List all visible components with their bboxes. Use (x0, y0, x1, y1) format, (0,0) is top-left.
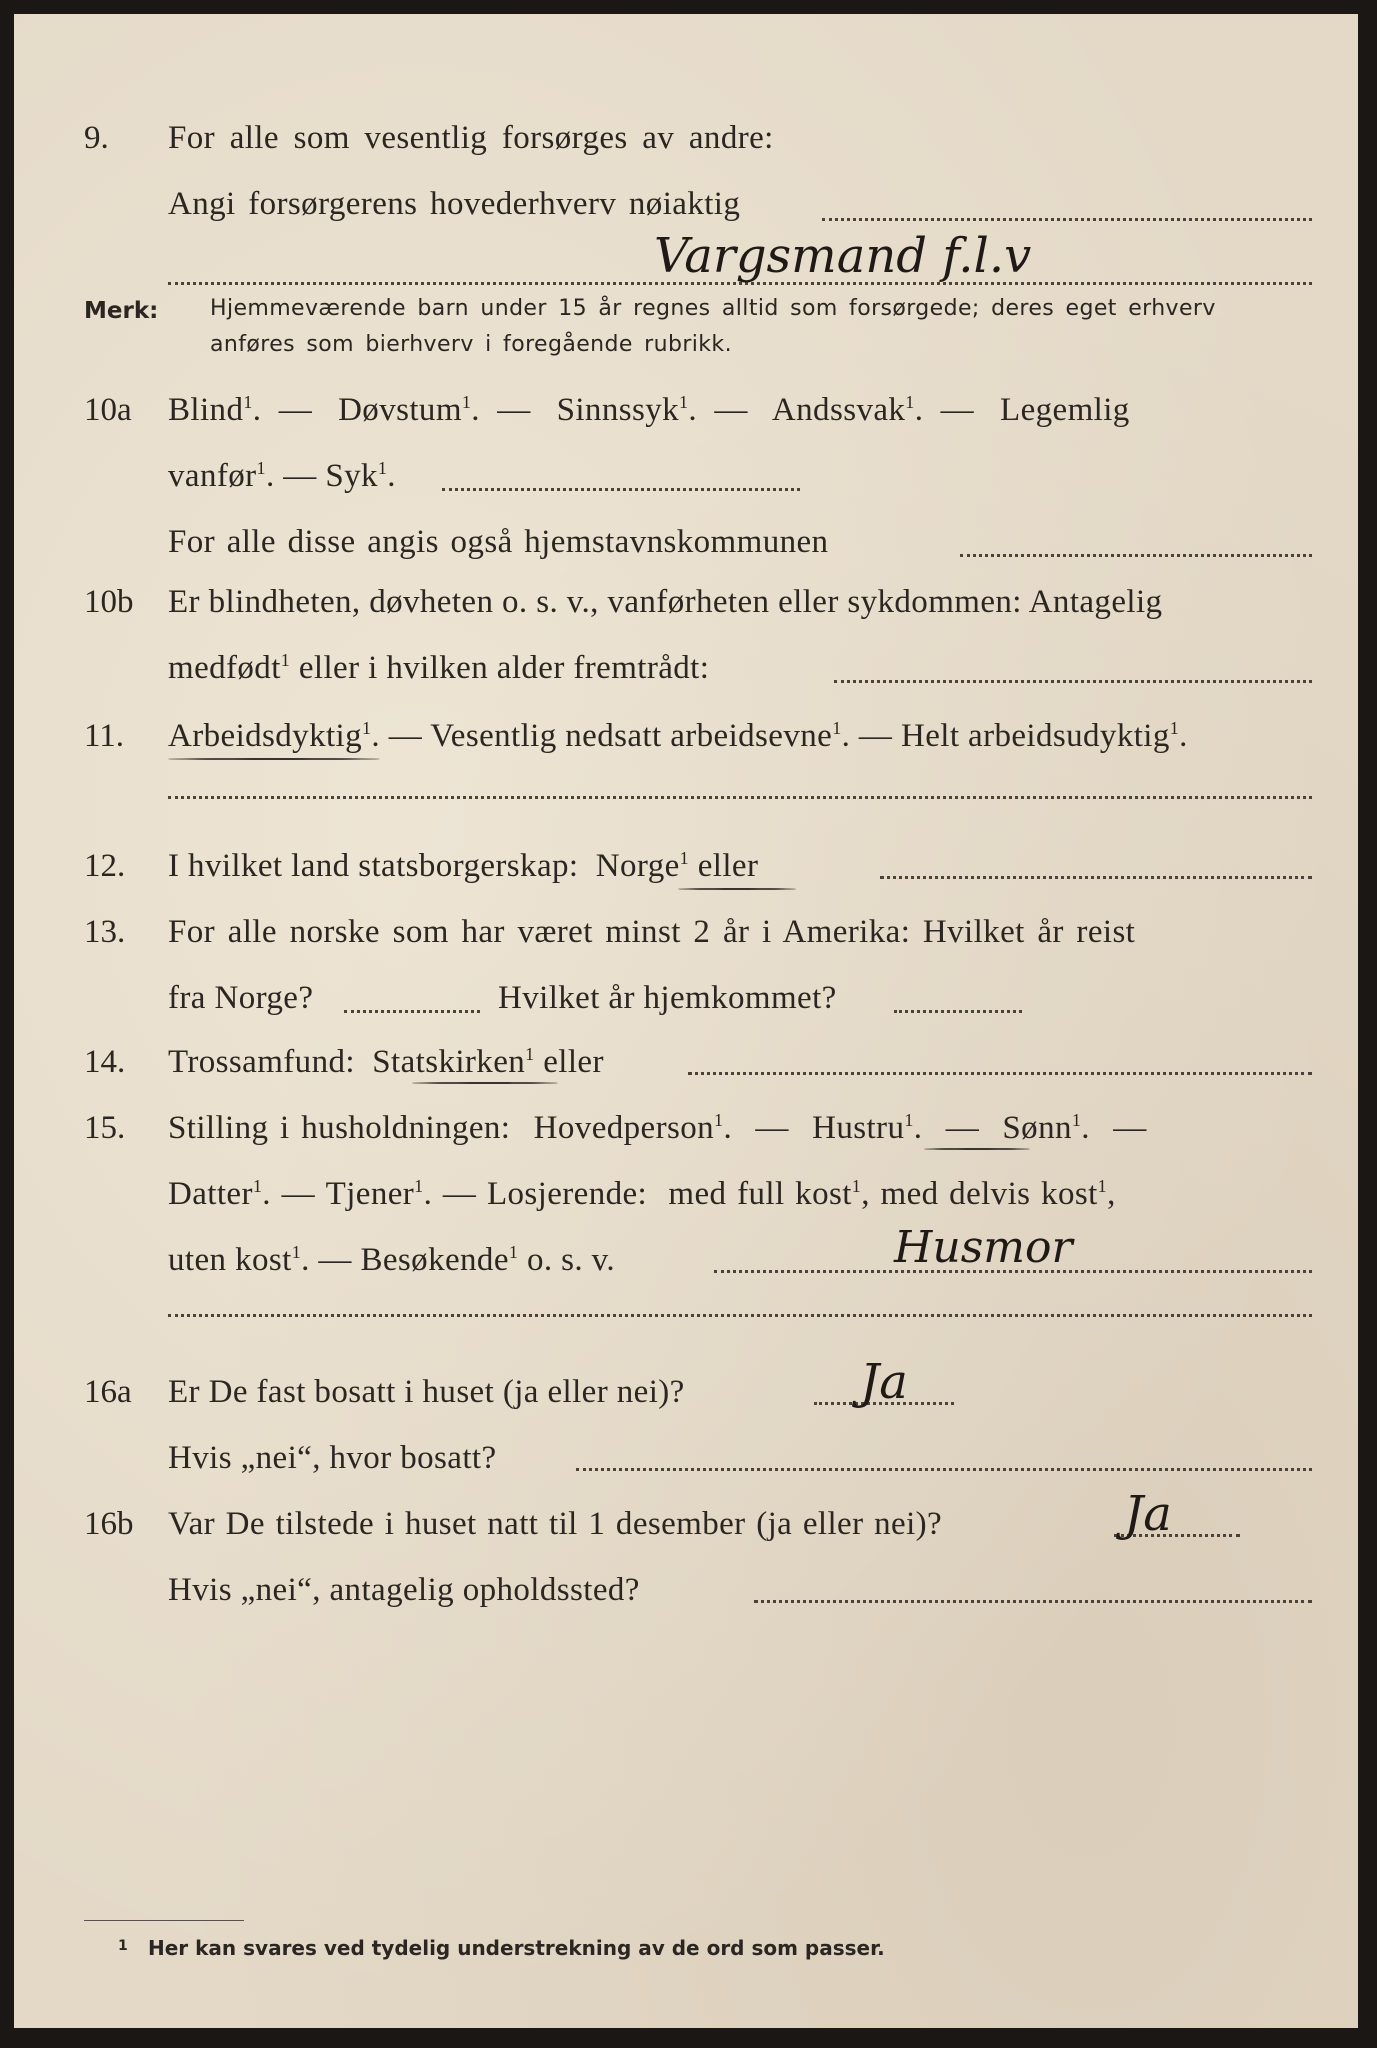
q10b-dots (834, 680, 1312, 683)
q10a-number: 10a (84, 392, 132, 428)
q13-dots-a (344, 1010, 480, 1013)
q15-line3: uten kost$^1$. — Besøkende$^1$ o. s. v. (168, 1242, 616, 1278)
q10a-line1: Blind$^1$. — Døvstum$^1$. — Sinnssyk$^1$. — Andssvak$^1$. — Legemlig (168, 392, 1130, 428)
q13-line2a: fra Norge? (168, 980, 314, 1016)
option-syk: Syk (325, 458, 378, 494)
q16b-line2: Hvis „nei“, antagelig opholdssted? (168, 1572, 640, 1608)
q15-number: 15. (84, 1110, 126, 1146)
q10a-line2-dots (442, 488, 800, 491)
option-hovedperson: Hovedperson (533, 1110, 715, 1146)
q16a-line1: Er De fast bosatt i huset (ja eller nei)? (168, 1374, 685, 1410)
option-hustru: Hustru (812, 1110, 905, 1146)
census-form-page (14, 14, 1358, 2028)
option-datter: Datter (168, 1176, 253, 1212)
merk-line2: anføres som bierhverv i foregående rubrikk. (210, 332, 732, 357)
q12-line: I hvilket land statsborgerskap: Norge$^1$ eller (168, 848, 759, 884)
q9-handwritten-answer: Vargsmand f.l.v (654, 228, 1032, 284)
q11-underline-mark (168, 758, 380, 760)
q9-line2: Angi forsørgerens hovederhverv nøiaktig (168, 186, 741, 222)
q16b-dots2 (754, 1600, 1312, 1603)
q16a-dots2 (576, 1468, 1312, 1471)
q15-handwritten-answer: Husmor (894, 1222, 1073, 1273)
q14-underline-mark (412, 1082, 558, 1084)
q15-line1: Stilling i husholdningen: Hovedperson$^1$. — Hustru$^1$. — Sønn$^1$. — (168, 1110, 1147, 1146)
q16a-number: 16a (84, 1374, 132, 1410)
footnote-mark: 1 (118, 1938, 128, 1954)
q10a-line2: vanfør$^1$. — Syk$^1$. (168, 458, 396, 494)
q9-line1: For alle som vesentlig forsørges av andre: (168, 120, 774, 156)
q16b-handwritten-answer: Ja (1124, 1486, 1172, 1542)
q13-dots-b (894, 1010, 1022, 1013)
q10a-line3: For alle disse angis også hjemstavnskommunen (168, 524, 829, 560)
q14-number: 14. (84, 1044, 126, 1080)
option-arbeidsdyktig: Arbeidsdyktig (168, 718, 363, 754)
q14-dots (688, 1072, 1312, 1075)
q15-dots2 (168, 1314, 1312, 1317)
option-andssvak: Andssvak (771, 392, 906, 428)
option-vanfor: vanfør (168, 458, 257, 494)
merk-label: Merk: (84, 298, 159, 324)
q9-number: 9. (84, 120, 109, 156)
q12-underline-mark (678, 888, 796, 890)
q16b-line1: Var De tilstede i huset natt til 1 desember (ja eller nei)? (168, 1506, 943, 1542)
q10b-line2: medfødt$^1$ eller i hvilken alder fremtrådt: (168, 650, 710, 686)
option-norge: Norge (595, 848, 680, 884)
option-sonn: Sønn (1002, 1110, 1072, 1146)
option-legemlig: Legemlig (1000, 392, 1130, 428)
q16a-line2: Hvis „nei“, hvor bosatt? (168, 1440, 497, 1476)
q11-number: 11. (84, 718, 125, 754)
q10b-number: 10b (84, 584, 134, 620)
footnote-text: Her kan svares ved tydelig understrekning av de ord som passer. (148, 1936, 885, 1960)
q13-line2b: Hvilket år hjemkommet? (498, 980, 837, 1016)
q10b-line1: Er blindheten, døvheten o. s. v., vanførheten eller sykdommen: Antagelig (168, 584, 1163, 620)
q15-underline-mark (924, 1148, 1030, 1150)
option-statskirken: Statskirken (372, 1044, 526, 1080)
q14-line: Trossamfund: Statskirken$^1$ eller (168, 1044, 604, 1080)
q11-dots (168, 796, 1312, 799)
option-dovstum: Døvstum (338, 392, 462, 428)
footnote-rule (84, 1920, 244, 1921)
q13-line1: For alle norske som har været minst 2 år i Amerika: Hvilket år reist (168, 914, 1136, 950)
option-blind: Blind (168, 392, 244, 428)
q13-number: 13. (84, 914, 126, 950)
merk-line1: Hjemmeværende barn under 15 år regnes alltid som forsørgede; deres eget erhverv (210, 296, 1216, 321)
option-tjener: Tjener (325, 1176, 415, 1212)
q15-line2: Datter$^1$. — Tjener$^1$. — Losjerende: med full kost$^1$, med delvis kost$^1$, (168, 1176, 1116, 1212)
q16b-number: 16b (84, 1506, 134, 1542)
q11-line1: Arbeidsdyktig$^1$. — Vesentlig nedsatt arbeidsevne$^1$. — Helt arbeidsudyktig$^1$. (168, 718, 1188, 754)
q12-dots (880, 876, 1312, 879)
q10a-line3-dots (960, 554, 1312, 557)
q12-number: 12. (84, 848, 126, 884)
q16a-handwritten-answer: Ja (860, 1354, 908, 1410)
q9-answer-line (822, 218, 1312, 221)
option-sinnssyk: Sinnssyk (556, 392, 680, 428)
